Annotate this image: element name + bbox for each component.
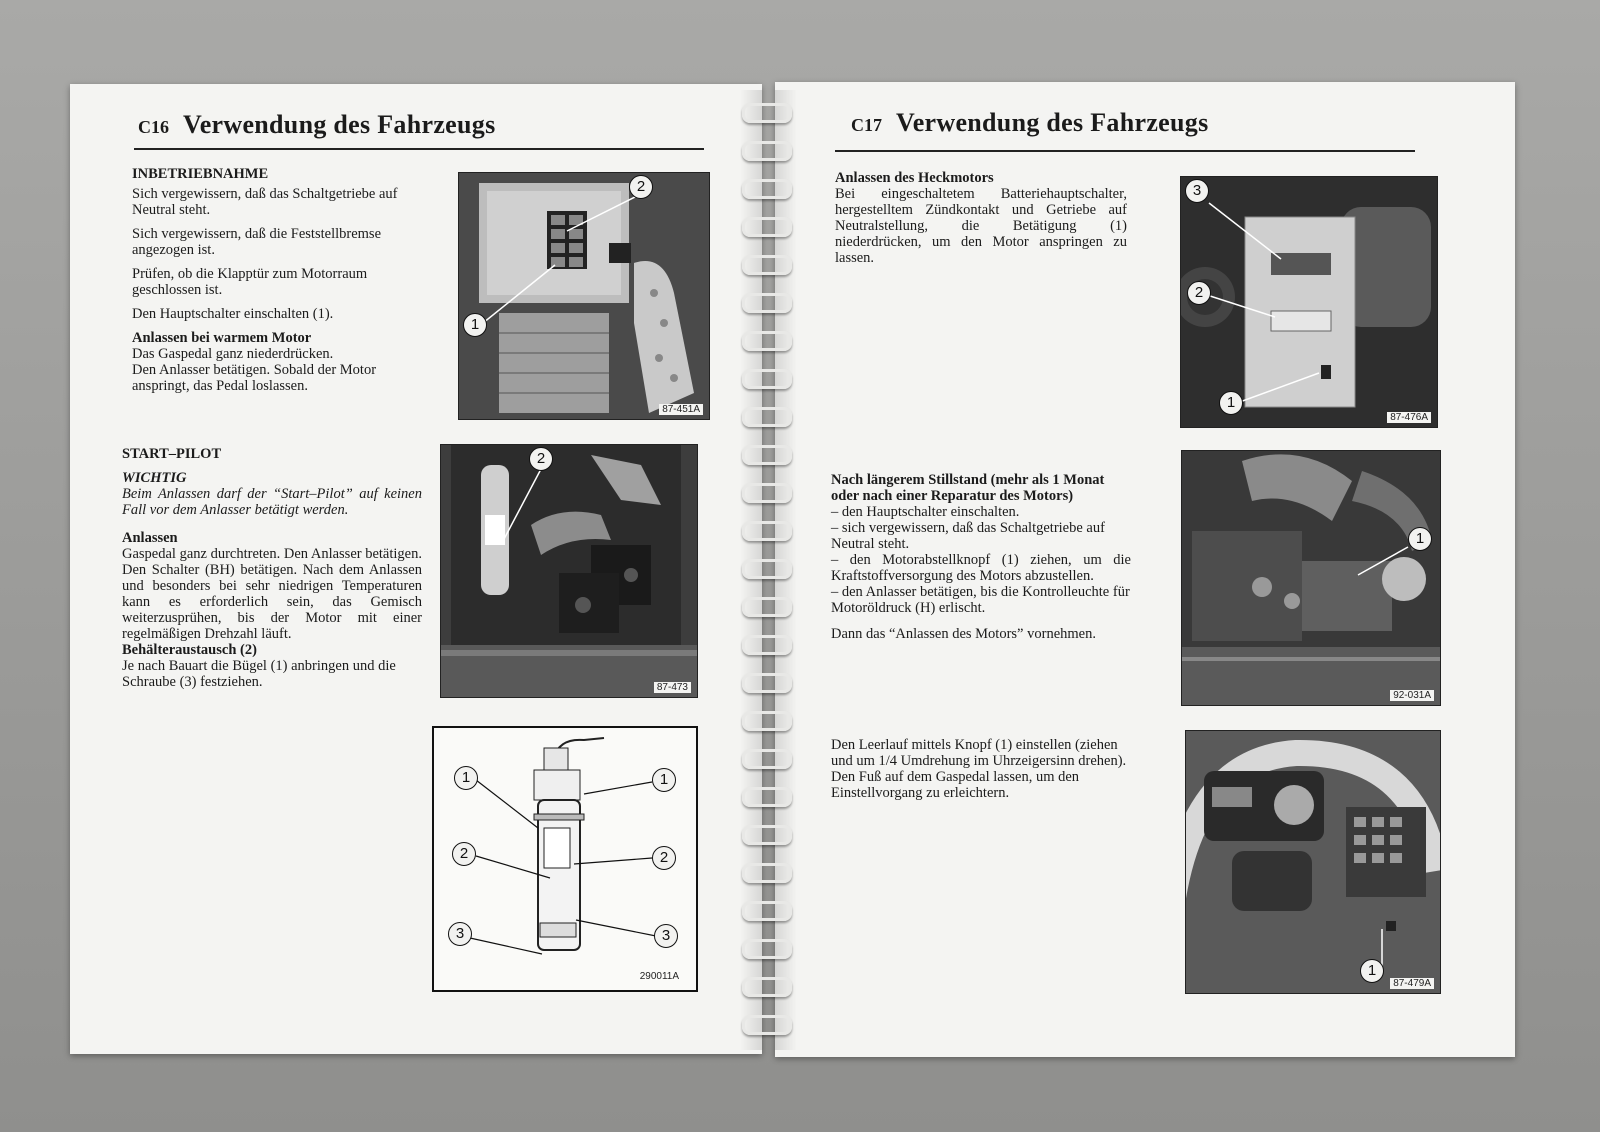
paragraph: Bei eingeschaltetem Batteriehauptschalter, hergestelltem Zündkontakt und Getriebe auf Neutralstellung, die Betätigung (1) niederdrücken, um den Motor anspringen zu lassen. <box>835 186 1127 266</box>
callout-1: 1 <box>1219 391 1243 415</box>
photo-graphic <box>1181 177 1437 427</box>
callout-1: 1 <box>463 313 487 337</box>
figure-code: 92-031A <box>1390 690 1434 701</box>
engine-stop-knob-photo <box>1181 450 1441 706</box>
figure-code: 87-479A <box>1390 978 1434 989</box>
binding-ring <box>742 255 792 275</box>
list-item: – den Anlasser betätigen, bis die Kontrolleuchte für Motoröldruck (H) erlischt. <box>831 584 1130 616</box>
photo-graphic <box>1182 451 1440 705</box>
photo-graphic <box>459 173 709 419</box>
list-item: – den Hauptschalter einschalten. <box>831 504 1020 520</box>
paragraph: Gaspedal ganz durchtreten. Den Anlasser betätigen. Den Schalter (BH) betätigen. Nach dem Anlassen und besonders bei sehr niedrigen Temperaturen kann es erforderlich sein, das Gemisch weiterzusprühen, bis der Motor mit einer regelmäßigen Drehzahl läuft. <box>122 546 422 642</box>
section-heading: START–PILOT <box>122 446 222 462</box>
left-page-number: C16 <box>138 117 169 137</box>
figure-code: 87-476A <box>1387 412 1431 423</box>
right-page-header <box>851 108 1208 138</box>
left-page-header <box>138 110 495 140</box>
section-heading: Nach längerem Stillstand (mehr als 1 Monat oder nach einer Reparatur des Motors) <box>831 472 1105 504</box>
heckmotor-section <box>835 170 1127 266</box>
binding-ring <box>742 521 792 541</box>
paragraph: Prüfen, ob die Klapptür zum Motorraum geschlossen ist. <box>132 266 368 298</box>
callout-2: 2 <box>1187 281 1211 305</box>
stillstand-section <box>831 472 1131 642</box>
warning-heading: WICHTIG <box>122 470 187 486</box>
binding-ring <box>742 1015 792 1035</box>
binding-ring <box>742 483 792 503</box>
left-page <box>70 84 762 1054</box>
binding-ring <box>742 863 792 883</box>
leerlauf-section <box>831 737 1131 801</box>
binding-ring <box>742 749 792 769</box>
binding-ring <box>742 407 792 427</box>
list-item: – sich vergewissern, daß das Schaltgetriebe auf Neutral steht. <box>831 520 1105 552</box>
start-pilot-photo <box>440 444 698 698</box>
binding-ring <box>742 673 792 693</box>
callout-1: 1 <box>1408 527 1432 551</box>
subheading: Anlassen <box>122 530 178 546</box>
binding-ring <box>742 787 792 807</box>
paragraph: Je nach Bauart die Bügel (1) anbringen und die Schraube (3) festziehen. <box>122 658 396 690</box>
binding-ring <box>742 217 792 237</box>
binding-ring <box>742 711 792 731</box>
right-page-number: C17 <box>851 115 882 135</box>
binding-ring <box>742 179 792 199</box>
callout-2: 2 <box>529 447 553 471</box>
paragraph: Den Anlasser betätigen. Sobald der Motor anspringt, das Pedal loslassen. <box>132 362 377 394</box>
binding-ring <box>742 445 792 465</box>
right-page <box>775 82 1515 1057</box>
binding-ring <box>742 977 792 997</box>
binding-ring <box>742 559 792 579</box>
paragraph: Den Fuß auf dem Gaspedal lassen, um den Einstellvorgang zu erleichtern. <box>831 769 1080 801</box>
list-item: – den Motorabstellknopf (1) ziehen, um die Kraftstoffversorgung des Motors abzustellen. <box>831 552 1131 584</box>
dashboard-idle-knob-photo <box>1185 730 1441 994</box>
subheading: Anlassen bei warmem Motor <box>132 330 312 346</box>
photo-graphic <box>1186 731 1440 993</box>
start-pilot-canister-drawing <box>432 726 698 992</box>
section-heading: Anlassen des Heckmotors <box>835 170 994 186</box>
heckmotor-control-box-photo <box>1180 176 1438 428</box>
warning-text: Beim Anlassen darf der “Start–Pilot” auf keinen Fall vor dem Anlasser betätigt werden. <box>122 486 422 518</box>
callout-2: 2 <box>652 846 676 870</box>
callout-2: 2 <box>452 842 476 866</box>
figure-code: 290011A <box>639 971 679 982</box>
binding-ring <box>742 369 792 389</box>
figure-code: 87-451A <box>659 404 703 415</box>
paragraph: Den Hauptschalter einschalten (1). <box>132 306 334 322</box>
start-pilot-section <box>122 446 422 690</box>
left-page-title: Verwendung des Fahrzeugs <box>183 110 496 139</box>
subheading: Behälteraustausch (2) <box>122 642 257 658</box>
callout-1: 1 <box>454 766 478 790</box>
binding-ring <box>742 635 792 655</box>
callout-1: 1 <box>652 768 676 792</box>
binding-ring <box>742 293 792 313</box>
paragraph: Dann das “Anlassen des Motors” vornehmen. <box>831 626 1096 642</box>
left-header-rule <box>134 148 704 150</box>
paragraph: Sich vergewissern, daß die Feststellbremse angezogen ist. <box>132 226 381 258</box>
inbetriebnahme-section <box>132 166 424 394</box>
callout-3: 3 <box>448 922 472 946</box>
binding-ring <box>742 825 792 845</box>
callout-1: 1 <box>1360 959 1384 983</box>
binding-ring <box>742 939 792 959</box>
paragraph: Den Leerlauf mittels Knopf (1) einstellen (ziehen und um 1/4 Umdrehung im Uhrzeigersinn drehen). <box>831 737 1127 769</box>
callout-3: 3 <box>654 924 678 948</box>
binding-ring <box>742 103 792 123</box>
figure-code: 87-473 <box>654 682 691 693</box>
photo-graphic <box>441 445 697 697</box>
right-header-rule <box>835 150 1415 152</box>
binding-ring <box>742 331 792 351</box>
binding-ring <box>742 597 792 617</box>
cab-switch-panel-photo <box>458 172 710 420</box>
right-page-title: Verwendung des Fahrzeugs <box>896 108 1209 137</box>
callout-2: 2 <box>629 175 653 199</box>
binding-ring <box>742 901 792 921</box>
section-heading: INBETRIEBNAHME <box>132 166 269 182</box>
paragraph: Sich vergewissern, daß das Schaltgetriebe auf Neutral steht. <box>132 186 398 218</box>
paragraph: Das Gaspedal ganz niederdrücken. <box>132 346 334 362</box>
callout-3: 3 <box>1185 179 1209 203</box>
binding-ring <box>742 141 792 161</box>
